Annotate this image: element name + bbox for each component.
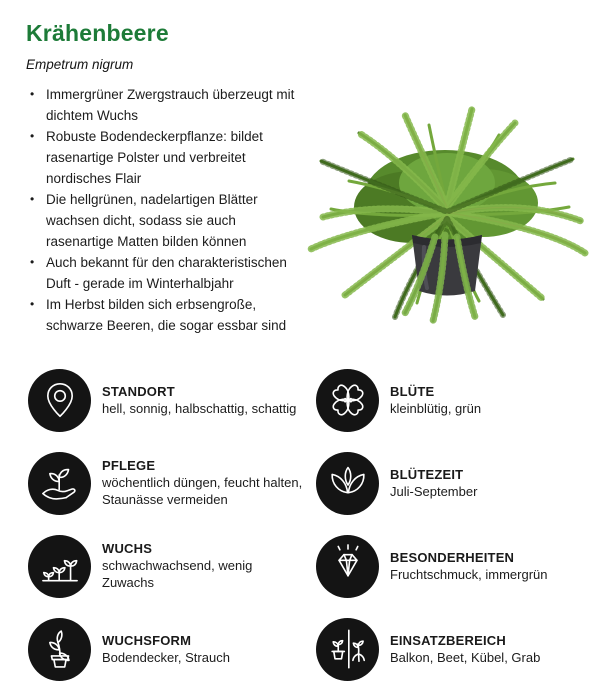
description-item: • Robuste Bodendeckerpflanze: bildet rasenartige Polster und verbreitet nordisches Flair bbox=[28, 126, 304, 189]
feature-description: schwachwachsend, wenig Zuwachs bbox=[102, 558, 253, 590]
header bbox=[26, 20, 169, 72]
feature-item-besonderheiten bbox=[316, 534, 588, 598]
description-item: • Die hellgrünen, nadelartigen Blätter wachsen dicht, sodass sie auch rasenartige Matten bilden können bbox=[28, 189, 304, 252]
feature-title: WUCHSFORM bbox=[102, 632, 192, 648]
feature-item-bluetezeit bbox=[316, 451, 588, 515]
icon-badge bbox=[316, 618, 379, 681]
feature-description: hell, sonnig, halbschattig, schattig bbox=[102, 400, 297, 416]
icon-badge bbox=[28, 535, 91, 598]
growing-plants-icon bbox=[34, 540, 86, 592]
potted-plant-icon bbox=[34, 623, 86, 675]
feature-title: STANDORT bbox=[102, 383, 175, 399]
feature-item-bluete bbox=[316, 368, 588, 432]
feature-description: Juli-September bbox=[390, 483, 478, 499]
crowberry-plant-illustration bbox=[297, 95, 595, 330]
feature-description: Bodendecker, Strauch bbox=[102, 649, 230, 665]
icon-badge bbox=[316, 452, 379, 515]
feature-item-standort bbox=[28, 368, 316, 432]
hand-sprout-icon bbox=[34, 457, 86, 509]
feature-title: BLÜTEZEIT bbox=[390, 466, 464, 482]
icon-badge bbox=[28, 369, 91, 432]
feature-title: BLÜTE bbox=[390, 383, 435, 399]
botanical-name: Empetrum nigrum bbox=[26, 57, 134, 72]
description-item: • Immergrüner Zwergstrauch überzeugt mit dichtem Wuchs bbox=[28, 84, 304, 126]
feature-description: kleinblütig, grün bbox=[390, 400, 482, 416]
feature-item-wuchsform bbox=[28, 617, 316, 681]
flower-icon bbox=[322, 374, 374, 426]
feature-title: WUCHS bbox=[102, 541, 153, 556]
page-title: Krähenbeere bbox=[26, 20, 169, 46]
description-item: • Im Herbst bilden sich erbsengroße, schwarze Beeren, die sogar essbar sind bbox=[28, 294, 304, 336]
icon-badge bbox=[316, 535, 379, 598]
description-item: • Auch bekannt für den charakteristischen Duft - gerade im Winterhalbjahr bbox=[28, 252, 304, 294]
plant-photo bbox=[297, 95, 595, 330]
pot-and-seedling-icon bbox=[322, 623, 374, 675]
lotus-icon bbox=[322, 457, 374, 509]
feature-item-wuchs bbox=[28, 534, 316, 598]
description-list bbox=[28, 84, 304, 336]
feature-title: BESONDERHEITEN bbox=[390, 549, 515, 565]
feature-grid bbox=[28, 368, 588, 681]
feature-description: Balkon, Beet, Kübel, Grab bbox=[390, 649, 541, 665]
feature-item-pflege bbox=[28, 451, 316, 515]
icon-badge bbox=[28, 452, 91, 515]
feature-title: PFLEGE bbox=[102, 458, 156, 473]
feature-description: wöchentlich düngen, feucht halten, Staunässe vermeiden bbox=[102, 475, 303, 507]
icon-badge bbox=[28, 618, 91, 681]
location-pin-icon bbox=[34, 374, 86, 426]
feature-description: Fruchtschmuck, immergrün bbox=[390, 566, 548, 582]
diamond-icon bbox=[322, 540, 374, 592]
feature-item-einsatzbereich bbox=[316, 617, 588, 681]
feature-title: EINSATZBEREICH bbox=[390, 632, 506, 648]
icon-badge bbox=[316, 369, 379, 432]
